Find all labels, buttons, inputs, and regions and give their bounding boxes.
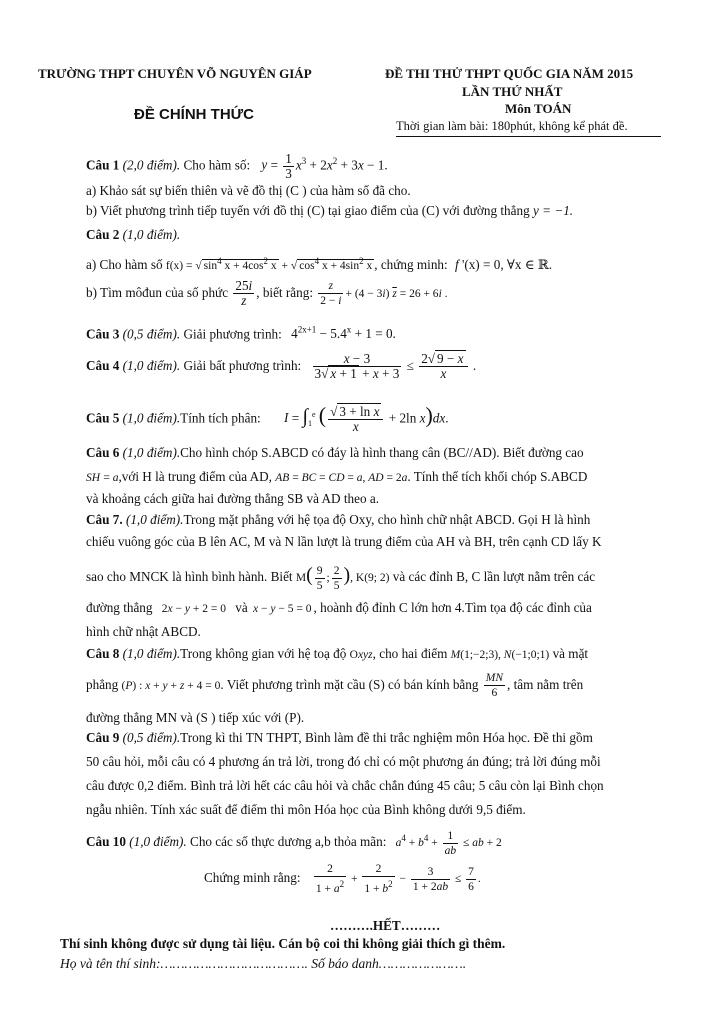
q1-stem: Câu 1 (2,0 điểm). Cho hàm số: y = $\frac{1}{3}$ $x^3 + 2x^2 + 3x - 1$. <box>86 150 388 181</box>
q8-l1: Câu 8 (1,0 điểm).Trong không gian với hệ toạ độ Oxyz, cho hai điểm M(1;−2;3), N(−1;0;1) và mặt <box>86 646 589 661</box>
q8-l2: phẳng (P) : x + y + z + 4 = 0. Viết phương trình mặt cầu (S) có bán kính bằng $\frac{MN}{6}$ , tâm nằm trên <box>86 672 584 700</box>
q6-l1: Câu 6 (1,0 điểm).Cho hình chóp S.ABCD có đáy là hình thang cân (BC//AD). Biết đường cao <box>86 445 584 460</box>
exam-round: LẦN THỨ NHẤT <box>462 84 563 99</box>
q7-l2: chiếu vuông góc của B lên AC, M và N lần lượt là trung điểm của AH và BH, trên cạnh CD lấy K <box>86 534 602 549</box>
time-limit: Thời gian làm bài: 180phút, không kể phát đề. <box>396 119 628 133</box>
q9-l2: 50 câu hỏi, mỗi câu có 4 phương án trả lời, trong đó chỉ có một phương án đúng; trả lời đúng mỗi <box>86 754 601 769</box>
end-marker: ……….HẾT……… <box>330 918 441 933</box>
school-name: TRƯỜNG THPT CHUYÊN VÕ NGUYÊN GIÁP <box>38 66 312 81</box>
q5: Câu 5 (1,0 điểm).Tính tích phân: $I = \int_1^e$ ( $\frac{\text{√ 3 + ln x}}{x}$ + 2ln x)dx. <box>86 402 449 434</box>
q4: Câu 4 (1,0 điểm). Giải bất phương trình: $\frac{x - 3}{3√ x + 1 + x + 3}$ ≤ $\frac{2√ 9 - x}{x}$ . <box>86 351 477 382</box>
q6-l2: SH = a,với H là trung điểm của AD, AB = BC = CD = a, AD = 2a. Tính thể tích khối chóp S.ABCD <box>86 469 588 484</box>
exam-subject: Môn TOÁN <box>505 101 572 116</box>
exam-note: Thí sinh không được sử dụng tài liệu. Cán bộ coi thi không giải thích gì thêm. <box>60 936 506 951</box>
official-label: ĐỀ CHÍNH THỨC <box>134 106 254 123</box>
q2-title: Câu 2 (1,0 điểm). <box>86 227 181 242</box>
q2-a: a) Cho hàm số f(x) = √ $\sin^4 x + 4\cos^2$ x + √ $\cos^4 x + 4\sin^2$ x , chứng minh: f '(x) = 0, ∀x ∈ ℝ. <box>86 256 553 272</box>
exam-title: ĐỀ THI THỬ THPT QUỐC GIA NĂM 2015 <box>385 66 634 81</box>
q8-l3: đường thẳng MN và (S ) tiếp xúc với (P). <box>86 710 305 725</box>
q7-l4: đường thẳng 2x − y + 2 = 0 và x − y − 5 = 0 , hoành độ đỉnh C lớn hơn 4.Tìm tọa độ các đỉnh của <box>86 600 592 615</box>
q1-a: a) Khảo sát sự biến thiên và vẽ đồ thị (C ) của hàm số đã cho. <box>86 183 411 198</box>
q10-prove: Chứng minh rằng: $\frac{2}{1 + a^2}$ + $\frac{2}{1 + b^2}$ − $\frac{3}{1 + 2ab}$ ≤ $\frac{7}{6}$ . <box>204 863 481 896</box>
q10-stem: Câu 10 (1,0 điểm). Cho các số thực dương a,b thỏa mãn: $a^4 + b^4$ + $\frac{1}{ab}$ ≤ ab + 2 <box>86 829 502 857</box>
q3: Câu 3 (0,5 điểm). Giải phương trình: $4^{2x+1} - 5.4^x + 1 = 0$. <box>86 325 396 342</box>
time-underline <box>396 136 661 137</box>
q9-l3: câu được 0,2 điểm. Bình trả lời hết các câu hỏi và chắc chắn đúng 45 câu; 5 câu còn lại Bình chọn <box>86 778 604 793</box>
q1-b: b) Viết phương trình tiếp tuyến với đồ thị (C) tại giao điểm của (C) với đường thẳng y = −1. <box>86 203 574 218</box>
q7-l3: sao cho MNCK là hình bình hành. Biết M( $\frac{9}{5}$ ; $\frac{2}{5}$ ), K(9; 2) và các đỉnh B, C lần lượt nằm trên các <box>86 564 596 592</box>
q7-l1: Câu 7. (1,0 điểm).Trong mặt phẳng với hệ tọa độ Oxy, cho hình chữ nhật ABCD. Gọi H là hình <box>86 512 591 527</box>
q7-l5: hình chữ nhật ABCD. <box>86 624 201 639</box>
candidate-info-line: Họ và tên thí sinh:………………………………. Số báo danh…………………. <box>60 956 467 971</box>
q2-b: b) Tìm môđun của số phức $\frac{25i}{z}$ , biết rằng: $\frac{z}{2 - i}$ + (4 − 3i) $\overline{z} = 26 + 6i$ . <box>86 278 448 309</box>
q9-l1: Câu 9 (0,5 điểm).Trong kì thi TN THPT, Bình làm đề thi trắc nghiệm môn Hóa học. Đề thi gồm <box>86 730 593 745</box>
q6-l3: và khoảng cách giữa hai đường thẳng SB và AD theo a. <box>86 491 380 506</box>
q9-l4: ngẫu nhiên. Tính xác suất để điểm thi môn Hóa học của Bình không dưới 9,5 điểm. <box>86 802 526 817</box>
